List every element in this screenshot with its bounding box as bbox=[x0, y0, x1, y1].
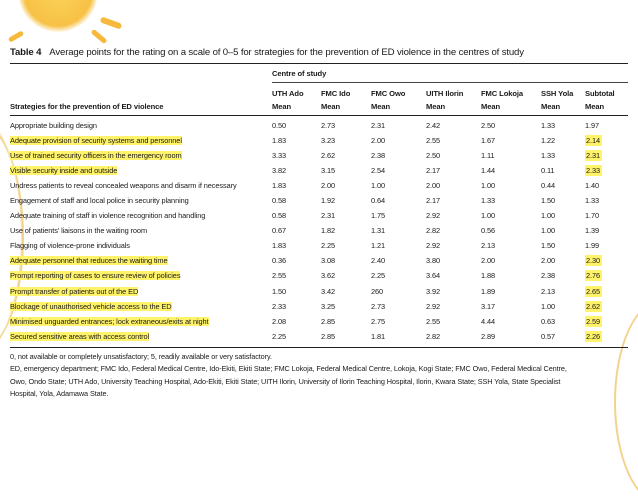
column-subheader: Mean bbox=[272, 98, 321, 116]
mean-value: 2.85 bbox=[321, 331, 335, 341]
mean-value: 2.00 bbox=[426, 181, 440, 191]
mean-cell bbox=[481, 208, 541, 223]
mean-cell bbox=[371, 284, 426, 299]
strategy-column-header: Strategies for the prevention of ED violence bbox=[10, 98, 272, 116]
mean-cell bbox=[371, 329, 426, 344]
strategy-cell bbox=[10, 299, 272, 314]
mean-cell bbox=[321, 268, 371, 283]
table-row bbox=[10, 163, 628, 178]
mean-value: 2.00 bbox=[321, 181, 335, 191]
mean-cell bbox=[321, 284, 371, 299]
mean-value: 2.40 bbox=[371, 256, 385, 266]
mean-value: 260 bbox=[371, 286, 384, 296]
mean-value: 3.62 bbox=[321, 271, 335, 281]
column-header: FMC Owo bbox=[371, 89, 406, 98]
mean-value: 1.83 bbox=[272, 136, 286, 146]
mean-cell bbox=[321, 193, 371, 208]
mean-value: 1.82 bbox=[321, 226, 335, 236]
mean-value: 1.00 bbox=[481, 211, 495, 221]
mean-value: 2.31 bbox=[586, 151, 600, 161]
mean-value: 3.64 bbox=[426, 271, 440, 281]
strategy-cell bbox=[10, 148, 272, 163]
mean-value: 1.70 bbox=[585, 211, 599, 221]
mean-value: 2.13 bbox=[541, 286, 555, 296]
mean-value: 0.44 bbox=[541, 181, 555, 191]
mean-cell bbox=[321, 253, 371, 268]
mean-value: 1.33 bbox=[541, 121, 555, 131]
mean-value: 1.39 bbox=[585, 226, 599, 236]
mean-value: 2.25 bbox=[272, 331, 286, 341]
strategy-label: Use of trained security officers in the emergency room bbox=[10, 151, 182, 161]
mean-value: 1.99 bbox=[585, 241, 599, 251]
mean-value: 2.89 bbox=[481, 331, 495, 341]
mean-value: 1.44 bbox=[481, 166, 495, 176]
subtotal-cell bbox=[585, 268, 628, 283]
mean-value: 0.64 bbox=[371, 196, 385, 206]
table-row bbox=[10, 299, 628, 314]
subtotal-cell bbox=[585, 133, 628, 148]
strategy-label: Prompt reporting of cases to ensure review of policies bbox=[10, 271, 181, 281]
mean-cell bbox=[426, 163, 481, 178]
strategy-label: Adequate training of staff in violence recognition and handling bbox=[10, 211, 206, 221]
mean-value: 2.31 bbox=[371, 121, 385, 131]
mean-value: 0.50 bbox=[272, 121, 286, 131]
table-row bbox=[10, 314, 628, 329]
mean-value: 3.23 bbox=[321, 136, 335, 146]
mean-value: 1.00 bbox=[371, 181, 385, 191]
note-line: Owo, Ondo State; UTH Ado, University Teaching Hospital, Ado-Ekiti, Ekiti State; UITH Ilorin, University of Ilorin Teaching Hospital, Ilorin, Kwara State; SSH Yola, State Specialist bbox=[10, 376, 561, 386]
strategy-cell bbox=[10, 238, 272, 253]
mean-value: 1.50 bbox=[541, 241, 555, 251]
mean-value: 1.00 bbox=[541, 211, 555, 221]
mean-value: 2.08 bbox=[272, 316, 286, 326]
mean-cell bbox=[426, 238, 481, 253]
table-label: Table 4 bbox=[10, 47, 42, 58]
mean-cell bbox=[272, 299, 321, 314]
mean-value: 1.33 bbox=[585, 196, 599, 206]
mean-value: 2.73 bbox=[371, 301, 385, 311]
mean-value: 2.00 bbox=[541, 256, 555, 266]
subtotal-cell bbox=[585, 148, 628, 163]
note-line: ED, emergency department; FMC Ido, Federal Medical Centre, Ido-Ekiti, Ekiti State; FMC Lokoja, Federal Medical Centre, Lokoja, Kogi State; FMC Owo, Federal Medical Centre, bbox=[10, 364, 567, 374]
strategy-cell bbox=[10, 284, 272, 299]
mean-value: 1.33 bbox=[541, 151, 555, 161]
mean-cell bbox=[272, 238, 321, 253]
mean-cell bbox=[272, 329, 321, 344]
mean-cell bbox=[541, 268, 585, 283]
mean-value: 2.75 bbox=[371, 316, 385, 326]
mean-value: 1.00 bbox=[541, 301, 555, 311]
mean-cell bbox=[481, 148, 541, 163]
mean-cell bbox=[426, 193, 481, 208]
mean-value: 2.17 bbox=[426, 166, 440, 176]
strategy-cell bbox=[10, 253, 272, 268]
mean-cell bbox=[321, 133, 371, 148]
strategy-label: Secured sensitive areas with access control bbox=[10, 331, 150, 341]
column-header: UITH Ilorin bbox=[426, 89, 464, 98]
mean-cell bbox=[541, 223, 585, 238]
mean-value: 2.50 bbox=[426, 151, 440, 161]
table-caption bbox=[10, 46, 628, 63]
mean-value: 1.83 bbox=[272, 181, 286, 191]
table-row bbox=[10, 178, 628, 193]
strategy-label: Adequate provision of security systems and personnel bbox=[10, 136, 182, 146]
header-spacer bbox=[10, 64, 272, 83]
mean-cell bbox=[371, 253, 426, 268]
strategy-label: Minimised unguarded entrances; lock extraneous/exits at night bbox=[10, 316, 209, 326]
mean-value: 2.62 bbox=[321, 151, 335, 161]
mean-cell bbox=[426, 284, 481, 299]
mean-cell bbox=[321, 163, 371, 178]
strategy-cell bbox=[10, 178, 272, 193]
mean-cell bbox=[272, 133, 321, 148]
mean-cell bbox=[426, 223, 481, 238]
mean-cell bbox=[426, 116, 481, 134]
mean-value: 3.92 bbox=[426, 286, 440, 296]
mean-value: 1.50 bbox=[272, 286, 286, 296]
mean-cell bbox=[272, 284, 321, 299]
mean-cell bbox=[541, 314, 585, 329]
strategy-cell bbox=[10, 163, 272, 178]
mean-value: 1.88 bbox=[481, 271, 495, 281]
mean-value: 2.73 bbox=[321, 121, 335, 131]
column-subheader: Mean bbox=[426, 98, 481, 116]
mean-value: 1.40 bbox=[585, 181, 599, 191]
mean-cell bbox=[371, 299, 426, 314]
sun-ray-decoration bbox=[90, 29, 107, 44]
table-row bbox=[10, 208, 628, 223]
strategy-cell bbox=[10, 193, 272, 208]
subtotal-cell bbox=[585, 329, 628, 344]
mean-cell bbox=[541, 253, 585, 268]
table-row bbox=[10, 193, 628, 208]
strategy-cell bbox=[10, 208, 272, 223]
table-row bbox=[10, 268, 628, 283]
mean-value: 2.92 bbox=[426, 211, 440, 221]
mean-value: 0.57 bbox=[541, 331, 555, 341]
mean-value: 0.36 bbox=[272, 256, 286, 266]
mean-value: 1.00 bbox=[541, 226, 555, 236]
mean-cell bbox=[321, 299, 371, 314]
mean-cell bbox=[321, 148, 371, 163]
table-row bbox=[10, 223, 628, 238]
note-line: 0, not available or completely unsatisfactory; 5, readily available or very satisfactory. bbox=[10, 351, 272, 361]
mean-cell bbox=[481, 223, 541, 238]
mean-cell bbox=[426, 208, 481, 223]
header-spacer bbox=[10, 83, 272, 99]
mean-cell bbox=[481, 314, 541, 329]
mean-cell bbox=[321, 238, 371, 253]
mean-cell bbox=[426, 268, 481, 283]
table-caption-text: Average points for the rating on a scale of 0–5 for strategies for the prevention of ED violence in the centres of study bbox=[49, 47, 524, 58]
strategy-label: Engagement of staff and local police in security planning bbox=[10, 196, 189, 206]
column-header: FMC Ido bbox=[321, 89, 351, 98]
mean-cell bbox=[426, 299, 481, 314]
mean-cell bbox=[371, 193, 426, 208]
mean-value: 3.08 bbox=[321, 256, 335, 266]
centre-of-study-header: Centre of study bbox=[272, 64, 628, 83]
mean-value: 1.97 bbox=[585, 121, 599, 131]
strategy-label: Appropriate building design bbox=[10, 121, 97, 131]
table-body bbox=[10, 116, 628, 344]
column-subheader: Mean bbox=[371, 98, 426, 116]
mean-value: 2.25 bbox=[371, 271, 385, 281]
strategy-cell bbox=[10, 329, 272, 344]
sun-ray-decoration bbox=[100, 16, 123, 29]
mean-cell bbox=[541, 299, 585, 314]
table-row bbox=[10, 253, 628, 268]
mean-value: 2.33 bbox=[272, 301, 286, 311]
strategy-label: Visible security inside and outside bbox=[10, 166, 118, 176]
strategy-label: Use of patients' liaisons in the waiting room bbox=[10, 226, 147, 236]
mean-value: 3.15 bbox=[321, 166, 335, 176]
strategy-label: Prompt transfer of patients out of the ED bbox=[10, 286, 139, 296]
mean-value: 0.56 bbox=[481, 226, 495, 236]
mean-cell bbox=[321, 208, 371, 223]
mean-cell bbox=[426, 148, 481, 163]
mean-value: 2.33 bbox=[586, 166, 600, 176]
strategy-cell bbox=[10, 223, 272, 238]
strategy-cell bbox=[10, 116, 272, 134]
mean-value: 2.38 bbox=[541, 271, 555, 281]
mean-cell bbox=[371, 133, 426, 148]
mean-cell bbox=[321, 314, 371, 329]
mean-cell bbox=[481, 268, 541, 283]
mean-value: 1.00 bbox=[481, 181, 495, 191]
mean-cell bbox=[541, 148, 585, 163]
mean-value: 2.55 bbox=[426, 316, 440, 326]
column-header: FMC Lokoja bbox=[481, 89, 524, 98]
table-row bbox=[10, 329, 628, 344]
mean-value: 0.58 bbox=[272, 211, 286, 221]
mean-value: 2.65 bbox=[586, 286, 600, 296]
mean-cell bbox=[481, 253, 541, 268]
mean-cell bbox=[481, 133, 541, 148]
bottom-rule bbox=[10, 347, 628, 348]
subtotal-cell bbox=[585, 284, 628, 299]
table-row bbox=[10, 133, 628, 148]
mean-cell bbox=[371, 223, 426, 238]
mean-cell bbox=[371, 238, 426, 253]
subtotal-cell bbox=[585, 253, 628, 268]
mean-value: 4.44 bbox=[481, 316, 495, 326]
table-notes bbox=[10, 351, 628, 401]
mean-value: 2.76 bbox=[586, 271, 600, 281]
table-row bbox=[10, 116, 628, 134]
mean-value: 3.25 bbox=[321, 301, 335, 311]
strategy-cell bbox=[10, 314, 272, 329]
column-header: UTH Ado bbox=[272, 89, 304, 98]
strategy-cell bbox=[10, 133, 272, 148]
mean-value: 2.54 bbox=[371, 166, 385, 176]
mean-value: 1.21 bbox=[371, 241, 385, 251]
mean-value: 0.63 bbox=[541, 316, 555, 326]
mean-value: 2.26 bbox=[586, 331, 600, 341]
mean-value: 2.62 bbox=[586, 301, 600, 311]
mean-cell bbox=[321, 223, 371, 238]
mean-value: 2.50 bbox=[481, 121, 495, 131]
mean-cell bbox=[371, 208, 426, 223]
mean-cell bbox=[481, 178, 541, 193]
mean-cell bbox=[272, 314, 321, 329]
mean-cell bbox=[371, 314, 426, 329]
mean-value: 2.55 bbox=[272, 271, 286, 281]
mean-value: 1.22 bbox=[541, 136, 555, 146]
mean-cell bbox=[426, 178, 481, 193]
mean-value: 2.00 bbox=[371, 136, 385, 146]
mean-cell bbox=[371, 116, 426, 134]
table-row bbox=[10, 284, 628, 299]
mean-cell bbox=[272, 253, 321, 268]
table-row bbox=[10, 238, 628, 253]
subtotal-cell bbox=[585, 208, 628, 223]
column-subheader: Mean bbox=[541, 98, 585, 116]
mean-cell bbox=[371, 268, 426, 283]
mean-cell bbox=[541, 284, 585, 299]
mean-value: 2.00 bbox=[481, 256, 495, 266]
column-subheader: Mean bbox=[481, 98, 541, 116]
strategy-label: Undress patients to reveal concealed weapons and disarm if necessary bbox=[10, 181, 237, 191]
column-subheader: Mean bbox=[585, 98, 628, 116]
mean-cell bbox=[481, 163, 541, 178]
mean-value: 1.81 bbox=[371, 331, 385, 341]
mean-cell bbox=[481, 238, 541, 253]
mean-value: 2.85 bbox=[321, 316, 335, 326]
column-subheader: Mean bbox=[321, 98, 371, 116]
mean-cell bbox=[481, 284, 541, 299]
strategy-label: Blockage of unauthorised vehicle access to the ED bbox=[10, 301, 172, 311]
strategy-cell bbox=[10, 268, 272, 283]
mean-cell bbox=[481, 329, 541, 344]
column-header: SSH Yola bbox=[541, 89, 574, 98]
mean-value: 2.92 bbox=[426, 241, 440, 251]
mean-cell bbox=[481, 116, 541, 134]
mean-cell bbox=[541, 178, 585, 193]
subtotal-cell bbox=[585, 238, 628, 253]
mean-cell bbox=[541, 133, 585, 148]
mean-value: 1.11 bbox=[481, 151, 495, 161]
mean-cell bbox=[541, 208, 585, 223]
sun-ray-decoration bbox=[8, 30, 24, 42]
mean-cell bbox=[481, 299, 541, 314]
mean-cell bbox=[541, 193, 585, 208]
column-header: Subtotal bbox=[585, 89, 615, 98]
mean-cell bbox=[272, 163, 321, 178]
subtotal-cell bbox=[585, 163, 628, 178]
strategy-label: Flagging of violence-prone individuals bbox=[10, 241, 130, 251]
subtotal-cell bbox=[585, 193, 628, 208]
table-figure bbox=[10, 46, 628, 401]
mean-cell bbox=[426, 253, 481, 268]
mean-cell bbox=[272, 178, 321, 193]
mean-cell bbox=[541, 116, 585, 134]
mean-value: 2.55 bbox=[426, 136, 440, 146]
mean-value: 0.67 bbox=[272, 226, 286, 236]
subtotal-cell bbox=[585, 116, 628, 134]
mean-value: 1.89 bbox=[481, 286, 495, 296]
mean-cell bbox=[321, 116, 371, 134]
mean-cell bbox=[541, 163, 585, 178]
mean-cell bbox=[371, 148, 426, 163]
mean-value: 2.17 bbox=[426, 196, 440, 206]
subtotal-cell bbox=[585, 299, 628, 314]
mean-value: 0.11 bbox=[541, 166, 555, 176]
mean-value: 2.14 bbox=[586, 136, 600, 146]
mean-cell bbox=[272, 208, 321, 223]
mean-value: 3.82 bbox=[272, 166, 286, 176]
mean-value: 2.82 bbox=[426, 331, 440, 341]
mean-cell bbox=[426, 329, 481, 344]
mean-value: 2.30 bbox=[586, 256, 600, 266]
mean-cell bbox=[272, 116, 321, 134]
subtotal-cell bbox=[585, 223, 628, 238]
mean-value: 1.92 bbox=[321, 196, 335, 206]
mean-value: 2.38 bbox=[371, 151, 385, 161]
mean-value: 3.80 bbox=[426, 256, 440, 266]
subtotal-cell bbox=[585, 314, 628, 329]
mean-cell bbox=[321, 329, 371, 344]
mean-cell bbox=[426, 133, 481, 148]
mean-value: 1.67 bbox=[481, 136, 495, 146]
mean-value: 2.82 bbox=[426, 226, 440, 236]
mean-value: 1.31 bbox=[371, 226, 385, 236]
mean-value: 2.92 bbox=[426, 301, 440, 311]
mean-cell bbox=[272, 193, 321, 208]
mean-value: 1.33 bbox=[481, 196, 495, 206]
subtotal-cell bbox=[585, 178, 628, 193]
mean-cell bbox=[272, 268, 321, 283]
strategies-table bbox=[10, 64, 628, 344]
mean-cell bbox=[272, 223, 321, 238]
mean-cell bbox=[426, 314, 481, 329]
mean-value: 2.13 bbox=[481, 241, 495, 251]
mean-value: 3.42 bbox=[321, 286, 335, 296]
mean-cell bbox=[321, 178, 371, 193]
mean-cell bbox=[371, 163, 426, 178]
mean-cell bbox=[541, 329, 585, 344]
mean-value: 2.31 bbox=[321, 211, 335, 221]
mean-value: 0.58 bbox=[272, 196, 286, 206]
mean-value: 2.59 bbox=[586, 316, 600, 326]
mean-value: 1.83 bbox=[272, 241, 286, 251]
mean-value: 1.75 bbox=[371, 211, 385, 221]
mean-cell bbox=[272, 148, 321, 163]
mean-value: 3.33 bbox=[272, 151, 286, 161]
table-row bbox=[10, 148, 628, 163]
note-line: Hospital, Yola, Adamawa State. bbox=[10, 389, 109, 399]
strategy-label: Adequate personnel that reduces the waiting time bbox=[10, 256, 168, 266]
mean-value: 2.25 bbox=[321, 241, 335, 251]
sun-decoration bbox=[18, 0, 98, 32]
mean-value: 2.42 bbox=[426, 121, 440, 131]
mean-cell bbox=[541, 238, 585, 253]
mean-value: 3.17 bbox=[481, 301, 495, 311]
mean-cell bbox=[481, 193, 541, 208]
mean-cell bbox=[371, 178, 426, 193]
mean-value: 1.50 bbox=[541, 196, 555, 206]
